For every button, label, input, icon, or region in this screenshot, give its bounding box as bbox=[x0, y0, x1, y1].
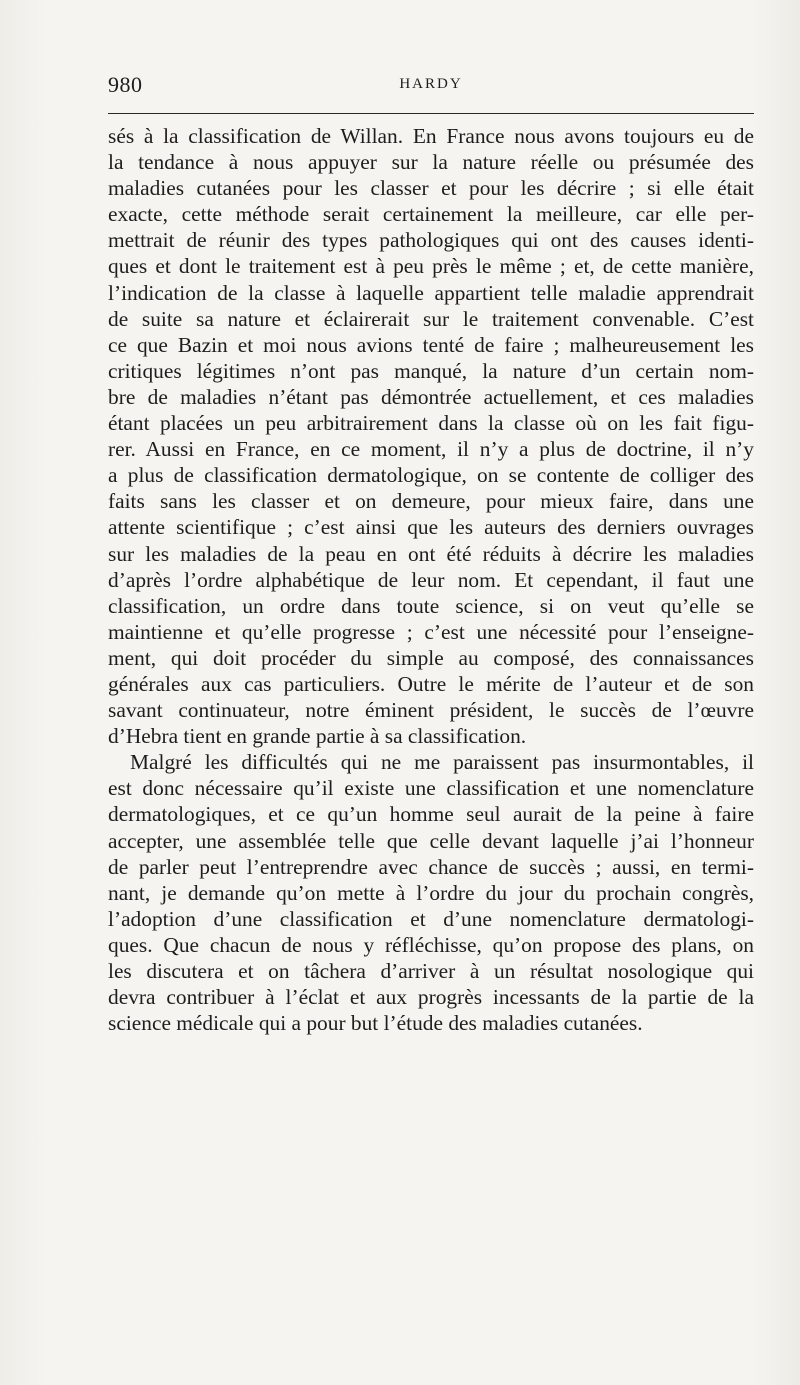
page-number: 980 bbox=[108, 72, 143, 97]
text-line: générales aux cas particuliers. Outre le mérite de l’auteur et de son bbox=[108, 671, 754, 696]
text-line: exacte, cette méthode serait certainement la meilleure, car elle per- bbox=[108, 202, 754, 227]
text-line: mettrait de réunir des types pathologiques qui ont des causes identi- bbox=[108, 228, 754, 253]
text-line: devra contribuer à l’éclat et aux progrès incessants de la partie de la bbox=[108, 985, 754, 1010]
header-rule bbox=[108, 113, 754, 114]
text-line: Malgré les difficultés qui ne me paraissent pas insurmontables, il bbox=[130, 750, 754, 775]
running-head: HARDY bbox=[399, 76, 463, 92]
text-line: sés à la classification de Willan. En France nous avons toujours eu de bbox=[108, 124, 754, 148]
text-line: dermatologiques, et ce qu’un homme seul aurait de la peine à faire bbox=[108, 802, 754, 827]
text-line: a plus de classification dermatologique, on se contente de colliger des bbox=[108, 463, 754, 488]
text-line: étant placées un peu arbitrairement dans la classe où on les fait figu- bbox=[108, 411, 754, 436]
text-line: les discutera et on tâchera d’arriver à un résultat nosologique qui bbox=[108, 959, 754, 983]
text-line: de suite sa nature et éclairerait sur le traitement convenable. C’est bbox=[108, 306, 754, 331]
text-line: la tendance à nous appuyer sur la nature réelle ou présumée des bbox=[108, 150, 754, 175]
text-line: science médicale qui a pour but l’étude des maladies cutanées. bbox=[108, 1011, 643, 1036]
text-line: nant, je demande qu’on mette à l’ordre du jour du prochain congrès, bbox=[108, 880, 754, 905]
text-line: critiques légitimes n’ont pas manqué, la nature d’un certain nom- bbox=[108, 358, 754, 383]
text-line: maintienne et qu’elle progresse ; c’est une nécessité pour l’enseigne- bbox=[108, 619, 754, 644]
text-line: ment, qui doit procéder du simple au composé, des connaissances bbox=[108, 645, 754, 670]
page-header bbox=[108, 72, 754, 102]
text-line: est donc nécessaire qu’il existe une classification et une nomenclature bbox=[108, 776, 754, 801]
text-line: attente scientifique ; c’est ainsi que les auteurs des derniers ouvrages bbox=[108, 515, 754, 540]
body-text bbox=[108, 123, 754, 1036]
text-line: sur les maladies de la peau en ont été réduits à décrire les maladies bbox=[108, 541, 754, 566]
text-line: ques et dont le traitement est à peu près le même ; et, de cette manière, bbox=[108, 254, 754, 279]
text-line: l’indication de la classe à laquelle appartient telle maladie apprendrait bbox=[108, 280, 754, 305]
text-line: de parler peut l’entreprendre avec chance de succès ; aussi, en termi- bbox=[108, 854, 754, 879]
text-line: rer. Aussi en France, en ce moment, il n’y a plus de doctrine, il n’y bbox=[108, 437, 754, 462]
text-line: ce que Bazin et moi nous avions tenté de faire ; malheureusement les bbox=[108, 332, 754, 357]
text-line: classification, un ordre dans toute science, si on veut qu’elle se bbox=[108, 593, 754, 618]
text-line: faits sans les classer et on demeure, pour mieux faire, dans une bbox=[108, 489, 754, 514]
text-line: d’après l’ordre alphabétique de leur nom. Et cependant, il faut une bbox=[108, 567, 754, 592]
text-line: bre de maladies n’étant pas démontrée actuellement, et ces maladies bbox=[108, 384, 754, 409]
text-line: l’adoption d’une classification et d’une nomenclature dermatologi- bbox=[108, 906, 754, 931]
text-line: ques. Que chacun de nous y réfléchisse, qu’on propose des plans, on bbox=[108, 932, 754, 957]
text-line: accepter, une assemblée telle que celle devant laquelle j’ai l’honneur bbox=[108, 828, 754, 853]
text-line: maladies cutanées pour les classer et pour les décrire ; si elle était bbox=[108, 176, 754, 201]
text-line: savant continuateur, notre éminent président, le succès de l’œuvre bbox=[108, 698, 754, 723]
text-line: d’Hebra tient en grande partie à sa classification. bbox=[108, 724, 527, 749]
